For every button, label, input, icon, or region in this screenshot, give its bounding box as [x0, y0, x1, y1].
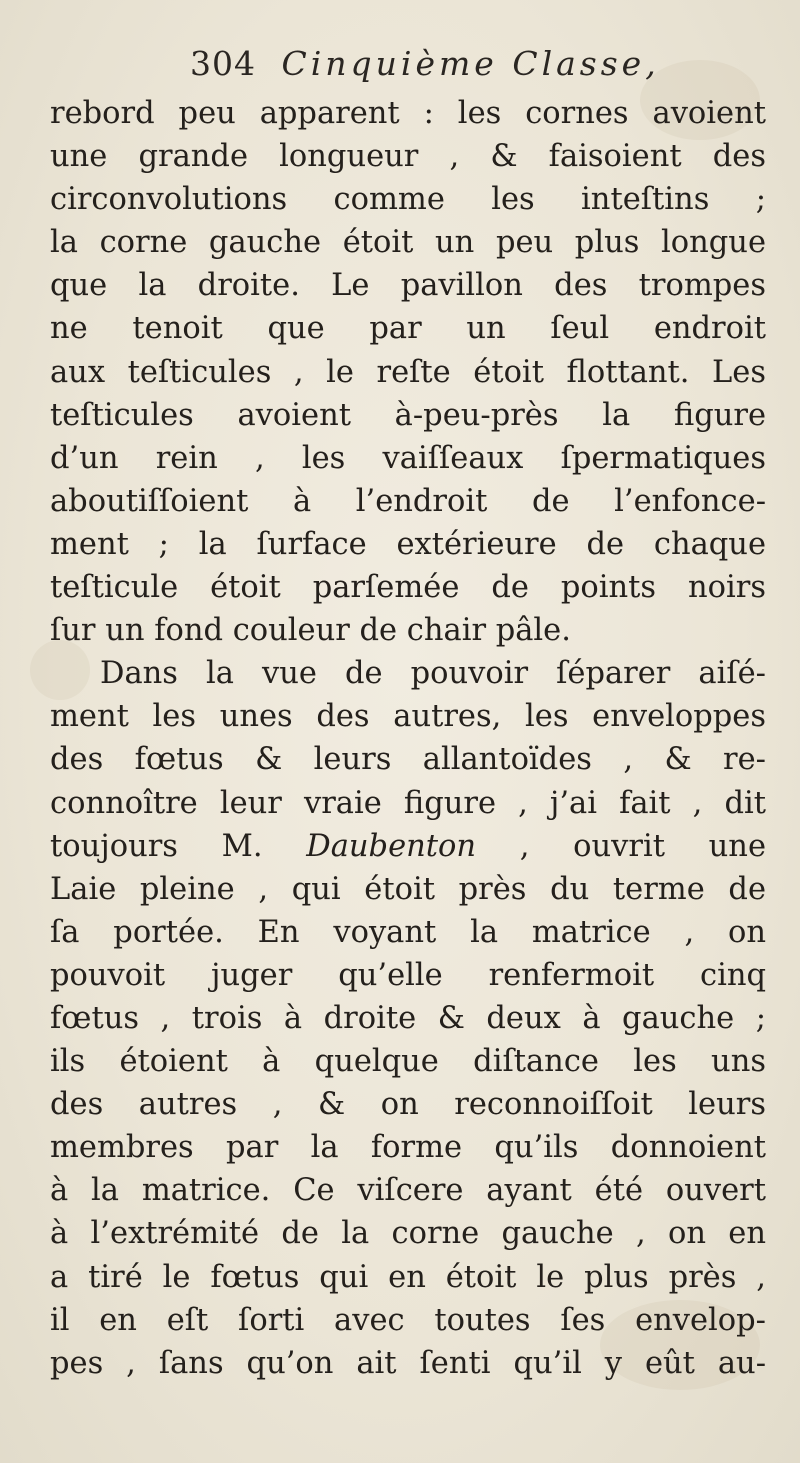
text-line [50, 1169, 766, 1212]
line-text: a tiré le fœtus qui en étoit le plus près , [50, 1259, 766, 1295]
line-text: ment les unes des autres, les enveloppes [50, 699, 766, 735]
line-text: que la droite. Le pavillon des trompes [50, 268, 766, 304]
text-line [50, 609, 766, 652]
text-line [50, 868, 766, 911]
line-text: une grande longueur , & faisoient des [50, 139, 766, 175]
text-line [50, 1126, 766, 1169]
line-text: ſa portée. En voyant la matrice , on [50, 914, 766, 950]
text-line [50, 394, 766, 437]
line-text: ne tenoit que par un ſeul endroit [50, 311, 766, 347]
text-line [50, 437, 766, 480]
text-line [50, 1083, 766, 1126]
line-text: il en eſt ſorti avec toutes ſes envelop- [50, 1302, 766, 1338]
line-text: fœtus , trois à droite & deux à gauche ; [50, 1000, 766, 1036]
text-line [50, 911, 766, 954]
line-text: circonvolutions comme les inteſtins ; [50, 182, 766, 218]
page-number: 304 [190, 44, 256, 83]
text-line [50, 1299, 766, 1342]
text-line [50, 825, 766, 868]
line-text: à l’extrémité de la corne gauche , on en [50, 1216, 766, 1252]
text-line [50, 954, 766, 997]
author-name: Daubenton [306, 828, 477, 864]
line-text: rebord peu apparent : les cornes avoient [50, 96, 766, 131]
text-line [50, 523, 766, 566]
text-line [50, 178, 766, 221]
text-line [50, 1342, 766, 1385]
text-line [50, 782, 766, 825]
text-line [50, 92, 766, 135]
text-line [50, 307, 766, 350]
text-line [50, 264, 766, 307]
text-line [50, 351, 766, 394]
text-line [50, 1212, 766, 1255]
running-title: Cinquième Classe, [281, 44, 660, 83]
line-text: , ouvrit une [476, 828, 766, 864]
line-text: ment ; la ſurface extérieure de chaque [50, 526, 766, 562]
line-text: toujours M. [50, 828, 307, 864]
line-text: Dans la vue de pouvoir ſéparer aiſé- [100, 656, 766, 692]
line-text: teſticules avoient à-peu-près la figure [50, 397, 766, 433]
text-line [50, 480, 766, 523]
body-text [50, 92, 766, 1385]
text-line [50, 1256, 766, 1299]
line-text: d’un rein , les vaiſſeaux ſpermatiques [50, 440, 766, 476]
line-text: à la matrice. Ce viſcere ayant été ouvert [50, 1173, 766, 1209]
text-line [50, 1040, 766, 1083]
running-header [190, 44, 660, 83]
line-text: membres par la forme qu’ils donnoient [50, 1130, 766, 1166]
line-text: pouvoit juger qu’elle renfermoit cinq [50, 957, 766, 993]
line-text: ſur un fond couleur de chair pâle. [50, 613, 571, 649]
text-line [50, 221, 766, 264]
text-line [50, 997, 766, 1040]
line-text: aux teſticules , le reſte étoit flottant. Les [50, 354, 766, 390]
text-line [50, 695, 766, 738]
line-text: Laie pleine , qui étoit près du terme de [50, 871, 766, 907]
line-text: des fœtus & leurs allantoïdes , & re- [50, 742, 766, 778]
line-text: teſticule étoit parſemée de points noirs [50, 570, 766, 606]
line-text: aboutiſſoient à l’endroit de l’enfonce- [50, 483, 766, 519]
line-text: ils étoient à quelque diſtance les uns [50, 1044, 766, 1080]
text-line [50, 652, 766, 695]
text-line [50, 738, 766, 781]
line-text: des autres , & on reconnoiſſoit leurs [50, 1087, 766, 1123]
text-line [50, 135, 766, 178]
line-text: pes , ſans qu’on ait ſenti qu’il y eût au- [50, 1345, 766, 1381]
line-text: connoître leur vraie figure , j’ai fait , dit [50, 785, 766, 821]
text-line [50, 566, 766, 609]
line-text: la corne gauche étoit un peu plus longue [50, 225, 766, 261]
